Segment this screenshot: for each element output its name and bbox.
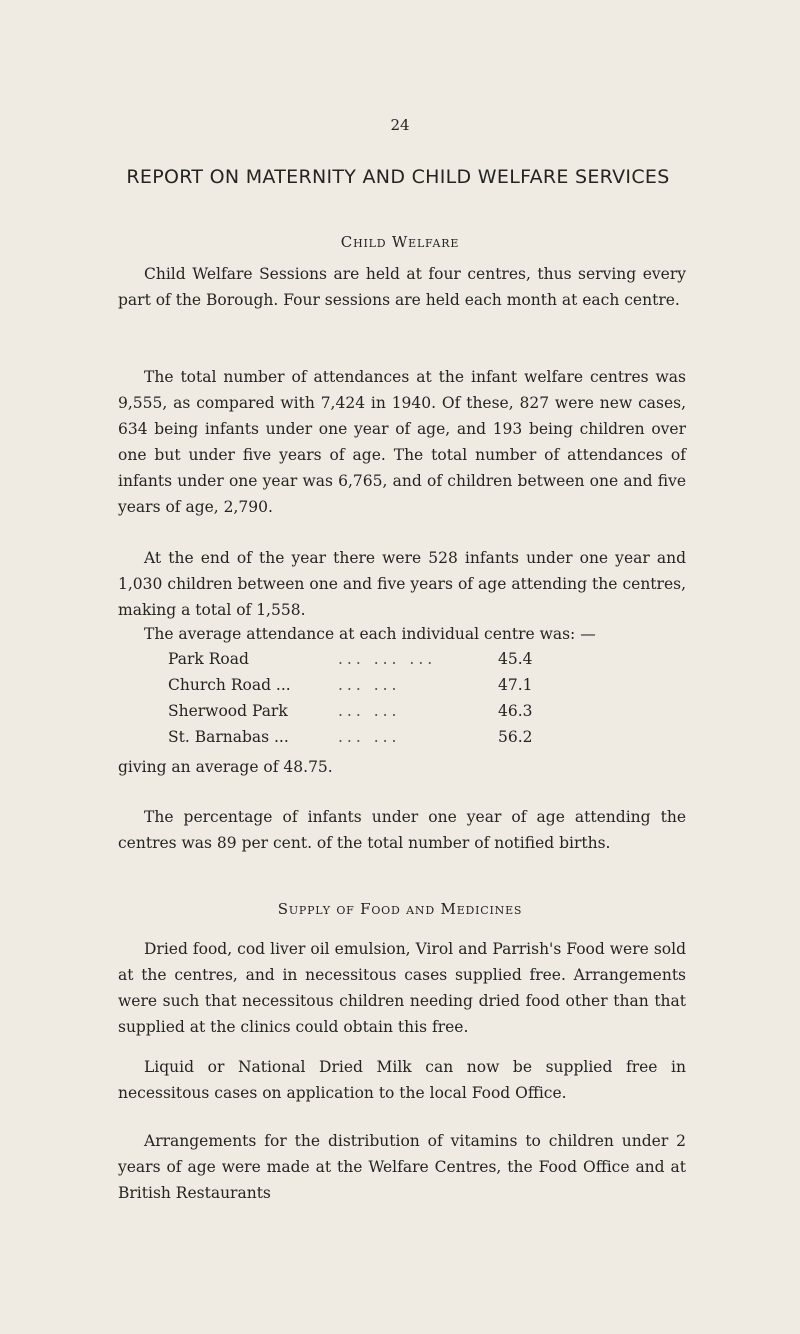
centre-name: Sherwood Park [168,702,288,720]
leader-dots: ... ... [338,676,401,694]
section-heading-supply: Supply of Food and Medicines [277,900,523,918]
table-row [168,650,588,676]
paragraph-attendances: The total number of attendances at the infant welfare centres was 9,555, as compared with 7,424 in 1940. Of these, 827 were new cases, 634 being infants under one year of age, and 193 being children over one but under five years of age. The total number of attendances of infants under one year was 6,765, and of children between one and five years of age, 2,790. [118,368,686,516]
attendance-value: 56.2 [498,728,533,746]
paragraph-average-result: giving an average of 48.75. [118,758,333,776]
leader-dots: ... ... [338,702,401,720]
centre-name: Park Road [168,650,249,668]
centre-name: St. Barnabas ... [168,728,289,746]
paragraph-vitamins: Arrangements for the distribution of vitamins to children under 2 years of age were made at the Welfare Centres, the Food Office and at British Restaurants [118,1132,686,1202]
paragraph-average-intro: The average attendance at each individual centre was: — [144,625,596,643]
table-row [168,702,588,728]
report-title: REPORT ON MATERNITY AND CHILD WELFARE SERVICES [126,166,670,188]
table-row [168,728,588,754]
paragraph-national-milk: Liquid or National Dried Milk can now be supplied free in necessitous cases on application to the local Food Office. [118,1058,686,1102]
table-row [168,676,588,702]
attendance-value: 47.1 [498,676,533,694]
attendance-value: 45.4 [498,650,533,668]
centre-name: Church Road ... [168,676,291,694]
paragraph-dried-food: Dried food, cod liver oil emulsion, Virol and Parrish's Food were sold at the centres, and in necessitous cases supplied free. Arrangements were such that necessitous children needing dried food other than that supplied at the clinics could obtain this free. [118,940,686,1036]
leader-dots: ... ... [338,728,401,746]
attendance-value: 46.3 [498,702,533,720]
paragraph-sessions: Child Welfare Sessions are held at four centres, thus serving every part of the Borough. Four sessions are held each month at each centre. [118,265,686,309]
paragraph-year-end: At the end of the year there were 528 infants under one year and 1,030 children between one and five years of age attending the centres, making a total of 1,558. [118,549,686,619]
leader-dots: ... ... ... [338,650,437,668]
section-heading-child-welfare: Child Welfare [340,233,460,251]
page-number: 24 [390,116,410,134]
paragraph-percentage: The percentage of infants under one year of age attending the centres was 89 per cent. of the total number of notified births. [118,808,686,852]
attendance-table [168,650,588,754]
